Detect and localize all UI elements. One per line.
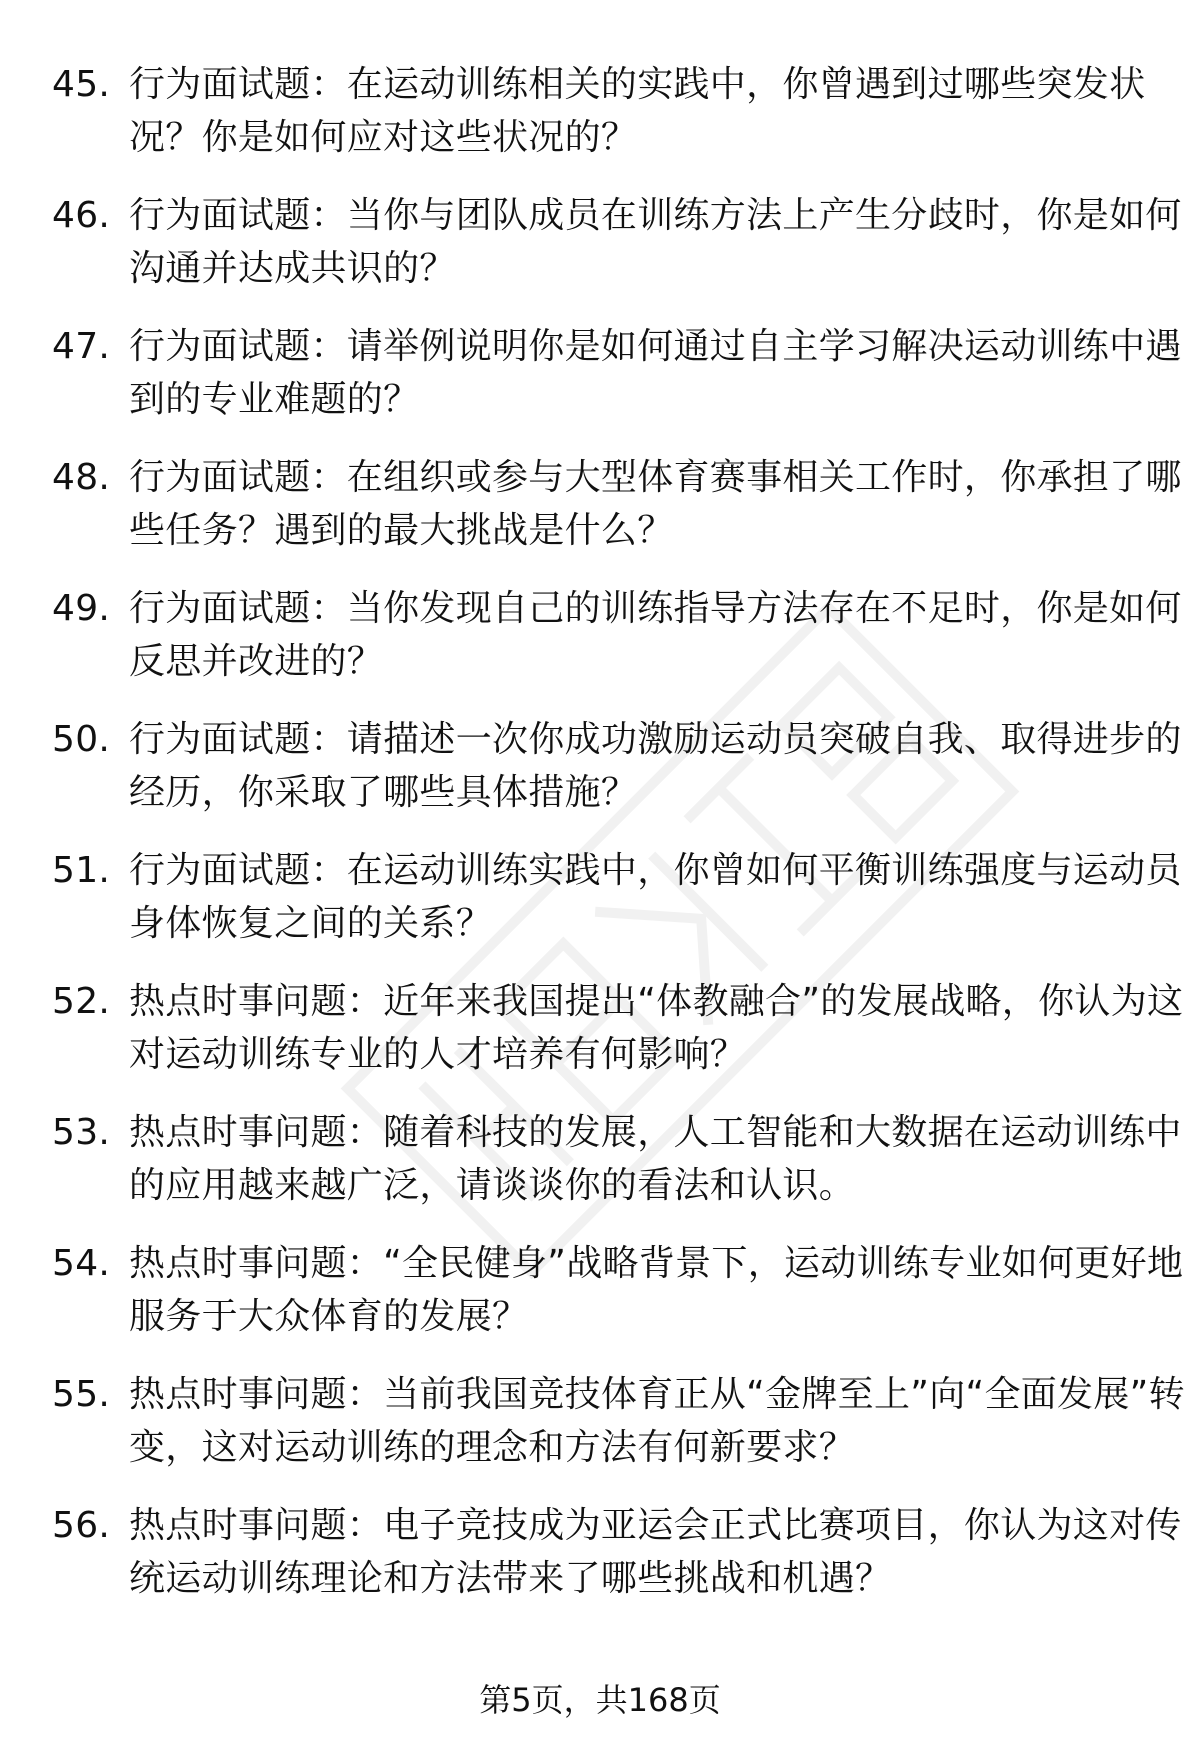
question-number: 50. <box>52 719 111 760</box>
question-number: 51. <box>52 850 111 891</box>
question-text: 行为面试题：当你与团队成员在训练方法上产生分歧时，你是如何沟通并达成共识的？ <box>129 195 1182 289</box>
question-text: 热点时事问题：随着科技的发展，人工智能和大数据在运动训练中的应用越来越广泛，请谈谈你的看法和认识。 <box>129 1112 1182 1206</box>
question-text: 行为面试题：当你发现自己的训练指导方法存在不足时，你是如何反思并改进的？ <box>129 588 1182 682</box>
question-number: 47. <box>52 326 111 367</box>
question-item <box>52 320 1182 426</box>
question-number: 46. <box>52 195 111 236</box>
question-item <box>52 1368 1185 1474</box>
question-number: 53. <box>52 1112 111 1153</box>
question-item <box>52 975 1184 1081</box>
question-item <box>52 451 1182 557</box>
question-item <box>52 58 1152 164</box>
question-number: 54. <box>52 1243 111 1284</box>
question-number: 45. <box>52 64 111 105</box>
question-item <box>52 1106 1182 1212</box>
question-text: 热点时事问题：电子竞技成为亚运会正式比赛项目，你认为这对传统运动训练理论和方法带来了哪些挑战和机遇？ <box>129 1505 1182 1599</box>
question-item <box>52 1237 1184 1343</box>
question-text: 行为面试题：在组织或参与大型体育赛事相关工作时，你承担了哪些任务？遇到的最大挑战是什么？ <box>129 457 1182 551</box>
question-item <box>52 189 1182 295</box>
question-number: 56. <box>52 1505 111 1546</box>
question-text: 行为面试题：在运动训练相关的实践中，你曾遇到过哪些突发状况？你是如何应对这些状况的？ <box>129 64 1146 158</box>
question-text: 行为面试题：在运动训练实践中，你曾如何平衡训练强度与运动员身体恢复之间的关系？ <box>129 850 1182 944</box>
question-text: 行为面试题：请举例说明你是如何通过自主学习解决运动训练中遇到的专业难题的？ <box>129 326 1182 420</box>
question-item <box>52 844 1182 950</box>
question-text: 热点时事问题：“全民健身”战略背景下，运动训练专业如何更好地服务于大众体育的发展？ <box>129 1243 1184 1337</box>
question-item <box>52 1499 1182 1605</box>
question-text: 行为面试题：请描述一次你成功激励运动员突破自我、取得进步的经历，你采取了哪些具体措施？ <box>129 719 1182 813</box>
question-list <box>52 58 1185 1630</box>
page-number-footer: 第5页，共168页 <box>479 1681 721 1719</box>
question-number: 49. <box>52 588 111 629</box>
question-number: 55. <box>52 1374 111 1415</box>
question-item <box>52 713 1182 819</box>
question-item <box>52 582 1182 688</box>
question-number: 52. <box>52 981 111 1022</box>
question-text: 热点时事问题：当前我国竞技体育正从“金牌至上”向“全面发展”转变，这对运动训练的理念和方法有何新要求？ <box>129 1374 1185 1468</box>
question-number: 48. <box>52 457 111 498</box>
question-text: 热点时事问题：近年来我国提出“体教融合”的发展战略，你认为这对运动训练专业的人才培养有何影响？ <box>129 981 1184 1075</box>
